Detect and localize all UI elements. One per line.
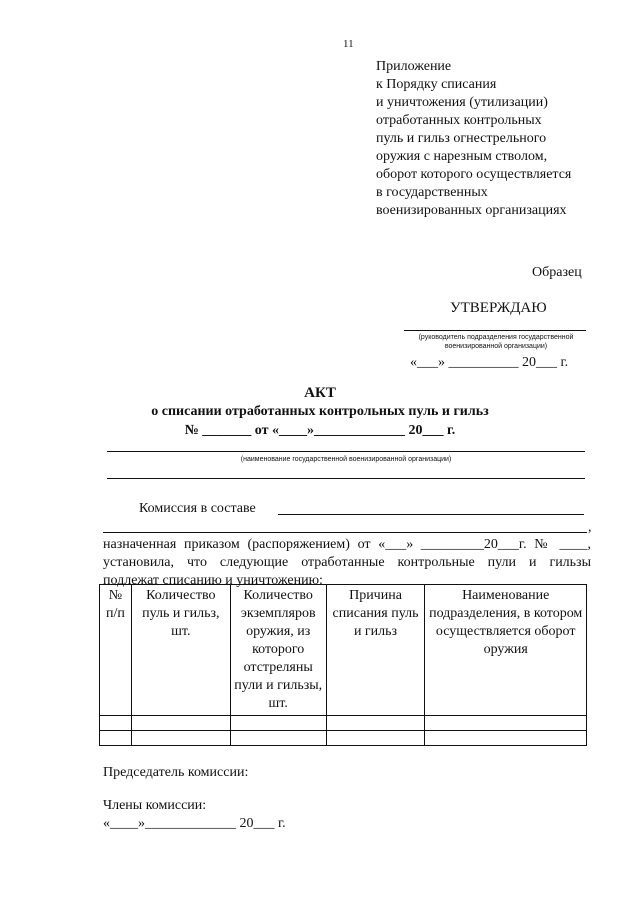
table-cell (100, 716, 132, 731)
bottom-date: «____»_____________ 20___ г. (103, 816, 286, 831)
table-cell (230, 731, 326, 746)
table-cell (131, 731, 230, 746)
table-cell (425, 731, 587, 746)
appendix-line: оборот которого осуществляется (376, 167, 572, 182)
table-cell (425, 716, 587, 731)
sample-label: Образец (532, 265, 582, 280)
comma: , (588, 520, 592, 535)
table-header-row (100, 585, 587, 716)
paragraph-line: назначенная приказом (распоряжением) от «___» _________20___г. № ____, (103, 537, 591, 552)
header-weapons: Количество экземпляров оружия, из которого отстреляны пули и гильзы, шт. (230, 585, 326, 716)
table-cell (131, 716, 230, 731)
appendix-line: отработанных контрольных (376, 113, 542, 128)
header-reason: Причина списания пуль и гильз (326, 585, 425, 716)
approve-title: УТВЕРЖДАЮ (450, 300, 547, 316)
chairman-label: Председатель комиссии: (103, 765, 249, 780)
table-row (100, 731, 587, 746)
commission-paragraph (103, 536, 591, 590)
signature-line (404, 330, 586, 331)
organization-line-2 (107, 478, 585, 479)
paragraph-line: подлежат списанию и уничтожению: (103, 573, 323, 588)
page-number: 11 (343, 38, 354, 50)
members-label: Члены комиссии: (103, 798, 207, 813)
appendix-line: пуль и гильз огнестрельного (376, 131, 547, 146)
commission-label: Комиссия в составе (139, 501, 256, 516)
appendix-line: к Порядку списания (376, 77, 497, 92)
act-subtitle: о списании отработанных контрольных пуль и гильз (151, 404, 489, 419)
head-caption: (руководитель подразделения государственной военизированной организации) (418, 334, 574, 350)
blank-line (103, 532, 587, 533)
appendix-line: в государственных (376, 185, 488, 200)
appendix-line: Приложение (376, 59, 452, 74)
organization-line (107, 451, 585, 452)
act-number-line: № _______ от «____»_____________ 20___ г. (184, 423, 456, 438)
bullets-table (99, 584, 587, 746)
header-quantity: Количество пуль и гильз, шт. (131, 585, 230, 716)
header-subdivision: Наименование подразделения, в котором осуществляется оборот оружия (425, 585, 587, 716)
appendix-line: оружия с нарезным стволом, (376, 149, 548, 164)
commission-line (278, 514, 584, 515)
table-row (100, 716, 587, 731)
organization-caption: (наименование государственной военизированной организации) (240, 456, 452, 463)
paragraph-line: установила, что следующие отработанные контрольные пули и гильзы (103, 555, 591, 570)
appendix-line: и уничтожения (утилизации) (376, 95, 548, 110)
table-cell (326, 716, 425, 731)
table-cell (326, 731, 425, 746)
act-title: АКТ (304, 385, 336, 401)
appendix-block (376, 58, 606, 220)
appendix-line: военизированных организациях (376, 203, 567, 218)
approve-date: «___» __________ 20___ г. (410, 355, 569, 370)
table-cell (230, 716, 326, 731)
table-cell (100, 731, 132, 746)
header-number: № п/п (100, 585, 132, 716)
